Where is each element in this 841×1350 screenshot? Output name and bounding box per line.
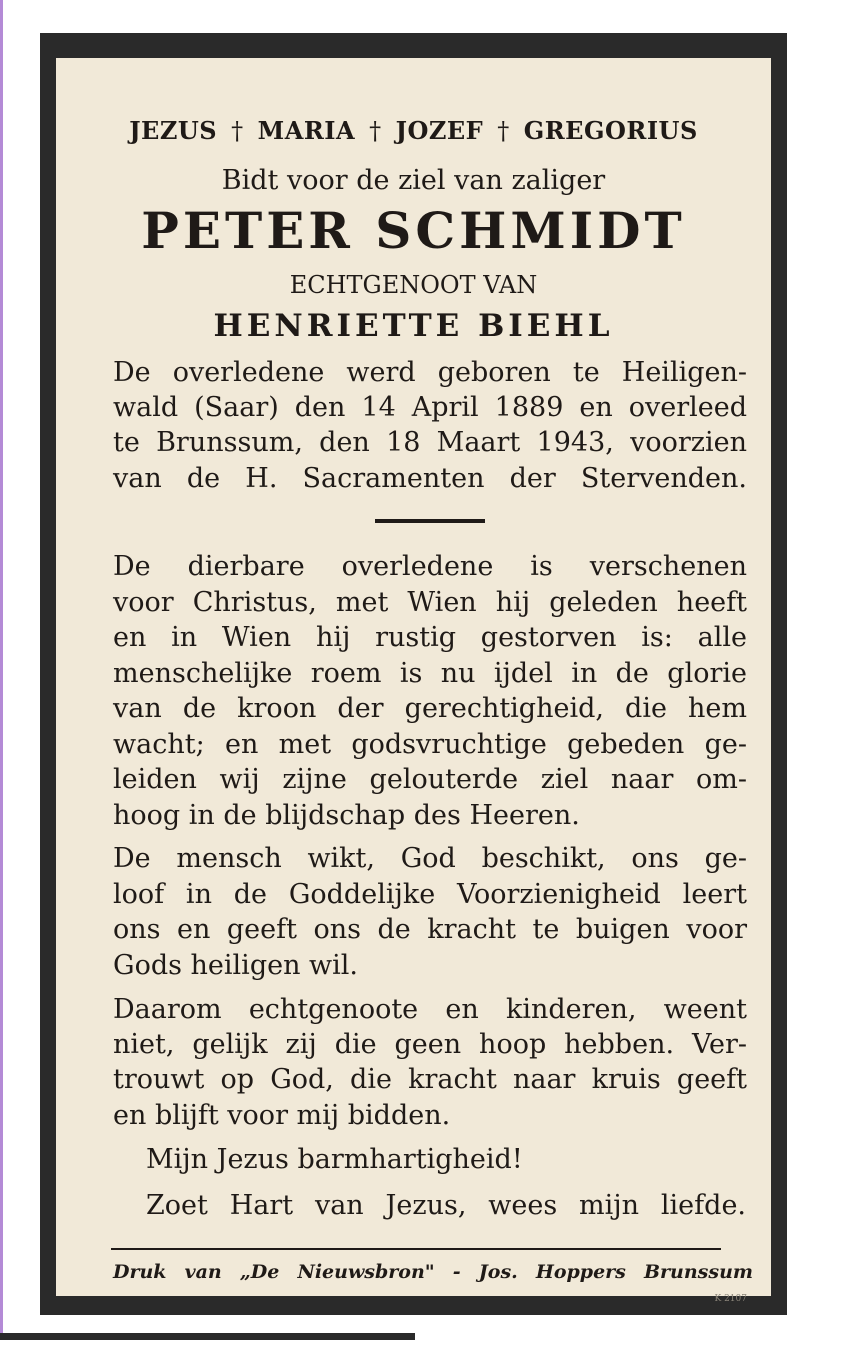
paragraph2-line: De mensch wikt, God beschikt, ons ge- [113,843,747,874]
paragraph3-line: en blijft voor mij bidden. [113,1100,451,1131]
deceased-name: PETER SCHMIDT [141,201,686,260]
header-name-jozef: JOZEF [395,116,484,145]
paragraph1-line: wacht; en met godsvruchtige gebeden ge- [113,729,747,760]
paragraph3-line: niet, gelijk zij die geen hoop hebben. Ver- [113,1029,747,1060]
paragraph1-line: voor Christus, met Wien hij geleden heeft [113,587,747,618]
cross-icon: † [369,117,382,145]
divider [375,519,485,523]
bio-line: De overledene werd geboren te Heiligen- [113,357,747,388]
paragraph1-line: en in Wien hij rustig gestorven is: alle [113,622,747,653]
paragraph2-line: ons en geeft ons de kracht te buigen voor [113,914,747,945]
paragraph2-line: loof in de Goddelijke Voorzienigheid leert [113,879,747,910]
footer-rule [111,1248,721,1250]
paragraph1-line: hoog in de blijdschap des Heeren. [113,800,580,831]
header-name-maria: MARIA [257,116,356,145]
bio-line: van de H. Sacramenten der Stervenden. [113,463,747,494]
spouse-name: HENRIETTE BIEHL [213,308,614,344]
next-card-edge [0,1333,415,1350]
header-name-gregorius: GREGORIUS [523,116,698,145]
paragraph1-line: De dierbare overledene is verschenen [113,551,747,582]
paragraph1-line: leiden wij zijne gelouterde ziel naar om- [113,764,747,795]
printer-credit: Druk van „De Nieuwsbron" - Jos. Hoppers Brunssum [113,1261,753,1283]
print-code: K 2107 [714,1294,747,1304]
paragraph2-line: Gods heiligen wil. [113,950,359,981]
memorial-card [40,33,787,1315]
paragraph1-line: menschelijke roem is nu ijdel in de glorie [113,658,747,689]
header-names [56,116,771,145]
paragraph3-line: Daarom echtgenoote en kinderen, weent [113,994,747,1025]
scan-edge [0,0,3,1350]
card-paper [56,58,771,1304]
bio-line: wald (Saar) den 14 April 1889 en overleed [113,392,747,423]
cross-icon: † [497,117,510,145]
cross-icon: † [231,117,244,145]
closing-prayer: Zoet Hart van Jezus, wees mijn liefde. [146,1190,746,1221]
paragraph1-line: van de kroon der gerechtigheid, die hem [113,693,747,724]
spouse-label: ECHTGENOOT VAN [289,271,538,299]
closing-prayer: Mijn Jezus barmhartigheid! [146,1144,523,1175]
paragraph3-line: trouwt op God, die kracht naar kruis geeft [113,1064,747,1095]
bio-line: te Brunssum, den 18 Maart 1943, voorzien [113,427,747,458]
header-name-jezus: JEZUS [129,116,218,145]
prayer-line: Bidt voor de ziel van zaliger [221,165,606,196]
